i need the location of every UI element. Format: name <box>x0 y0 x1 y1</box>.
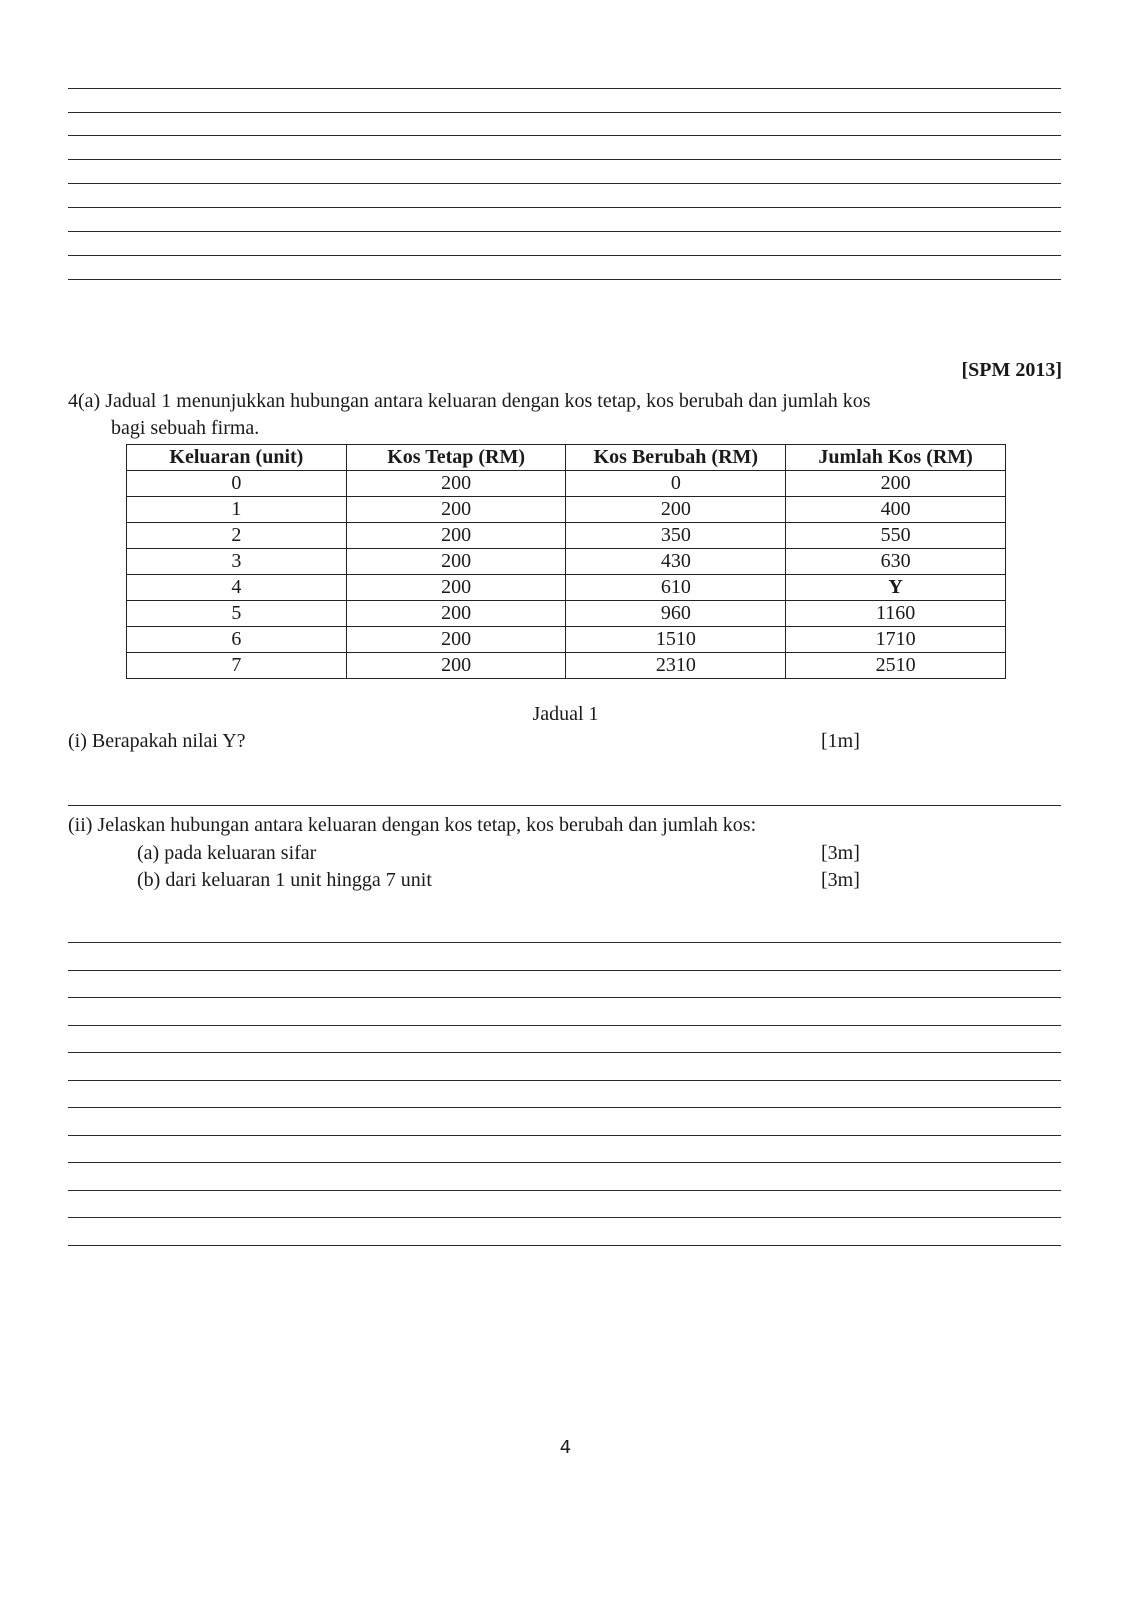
question-intro <box>68 388 928 442</box>
table-row <box>127 523 1006 549</box>
answer-line <box>68 112 1061 113</box>
table-caption: Jadual 1 <box>532 703 599 725</box>
cell-kos-berubah: 350 <box>566 523 786 549</box>
table-row <box>127 497 1006 523</box>
cell-jumlah-kos: 550 <box>786 523 1006 549</box>
answer-line <box>68 1245 1061 1246</box>
answer-line <box>68 159 1061 160</box>
table-header-row <box>127 445 1006 471</box>
answer-line <box>68 942 1061 943</box>
answer-line <box>68 1217 1061 1218</box>
cell-jumlah-kos: 1160 <box>786 601 1006 627</box>
cell-kos-tetap: 200 <box>346 601 566 627</box>
answer-line <box>68 805 1061 806</box>
answer-line <box>68 970 1061 971</box>
cell-jumlah-kos: 2510 <box>786 653 1006 679</box>
answer-line <box>68 997 1061 998</box>
cell-kos-berubah: 0 <box>566 471 786 497</box>
cell-jumlah-kos-unknown: Y <box>786 575 1006 601</box>
cell-kos-berubah: 610 <box>566 575 786 601</box>
cell-kos-tetap: 200 <box>346 471 566 497</box>
answer-line <box>68 1052 1061 1053</box>
header-kos-tetap: Kos Tetap (RM) <box>346 445 566 471</box>
part-ii-question: (ii) Jelaskan hubungan antara keluaran dengan kos tetap, kos berubah dan jumlah kos: <box>68 814 757 836</box>
answer-line <box>68 1025 1061 1026</box>
cell-kos-tetap: 200 <box>346 627 566 653</box>
answer-line <box>68 231 1061 232</box>
answer-line <box>68 88 1061 89</box>
cost-table <box>126 444 1006 679</box>
cell-keluaran: 3 <box>127 549 347 575</box>
question-intro-line2: bagi sebuah firma. <box>111 417 260 439</box>
cell-jumlah-kos: 200 <box>786 471 1006 497</box>
cell-kos-tetap: 200 <box>346 549 566 575</box>
cell-keluaran: 0 <box>127 471 347 497</box>
table-row <box>127 471 1006 497</box>
part-ii-sub-b: (b) dari keluaran 1 unit hingga 7 unit <box>137 869 432 891</box>
header-jumlah-kos: Jumlah Kos (RM) <box>786 445 1006 471</box>
cell-jumlah-kos: 400 <box>786 497 1006 523</box>
cell-keluaran: 7 <box>127 653 347 679</box>
question-intro-line1: 4(a) Jadual 1 menunjukkan hubungan antara keluaran dengan kos tetap, kos berubah dan jumlah kos <box>68 390 871 412</box>
answer-line <box>68 1135 1061 1136</box>
cell-jumlah-kos: 630 <box>786 549 1006 575</box>
cell-kos-tetap: 200 <box>346 523 566 549</box>
answer-line <box>68 1162 1061 1163</box>
cell-kos-berubah: 1510 <box>566 627 786 653</box>
header-keluaran: Keluaran (unit) <box>127 445 347 471</box>
table-row <box>127 627 1006 653</box>
answer-line <box>68 1190 1061 1191</box>
table-row <box>127 575 1006 601</box>
answer-line <box>68 1107 1061 1108</box>
header-kos-berubah: Kos Berubah (RM) <box>566 445 786 471</box>
answer-line <box>68 135 1061 136</box>
page-number: 4 <box>559 1437 572 1458</box>
cell-kos-tetap: 200 <box>346 497 566 523</box>
answer-line <box>68 207 1061 208</box>
source-tag: [SPM 2013] <box>961 359 1062 381</box>
cell-keluaran: 6 <box>127 627 347 653</box>
part-ii-sub-a-mark: [3m] <box>821 842 860 864</box>
answer-line <box>68 255 1061 256</box>
cell-keluaran: 4 <box>127 575 347 601</box>
cell-kos-tetap: 200 <box>346 575 566 601</box>
cell-kos-tetap: 200 <box>346 653 566 679</box>
table-row <box>127 601 1006 627</box>
cell-keluaran: 5 <box>127 601 347 627</box>
answer-line <box>68 279 1061 280</box>
table-row <box>127 653 1006 679</box>
answer-line <box>68 183 1061 184</box>
cell-kos-berubah: 2310 <box>566 653 786 679</box>
answer-line <box>68 1080 1061 1081</box>
cell-keluaran: 1 <box>127 497 347 523</box>
cell-kos-berubah: 430 <box>566 549 786 575</box>
part-i-mark: [1m] <box>821 730 860 752</box>
cell-kos-berubah: 960 <box>566 601 786 627</box>
part-i-question: (i) Berapakah nilai Y? <box>68 730 246 752</box>
cell-kos-berubah: 200 <box>566 497 786 523</box>
table-row <box>127 549 1006 575</box>
part-ii-sub-b-mark: [3m] <box>821 869 860 891</box>
part-ii-sub-a: (a) pada keluaran sifar <box>137 842 317 864</box>
cell-jumlah-kos: 1710 <box>786 627 1006 653</box>
cell-keluaran: 2 <box>127 523 347 549</box>
